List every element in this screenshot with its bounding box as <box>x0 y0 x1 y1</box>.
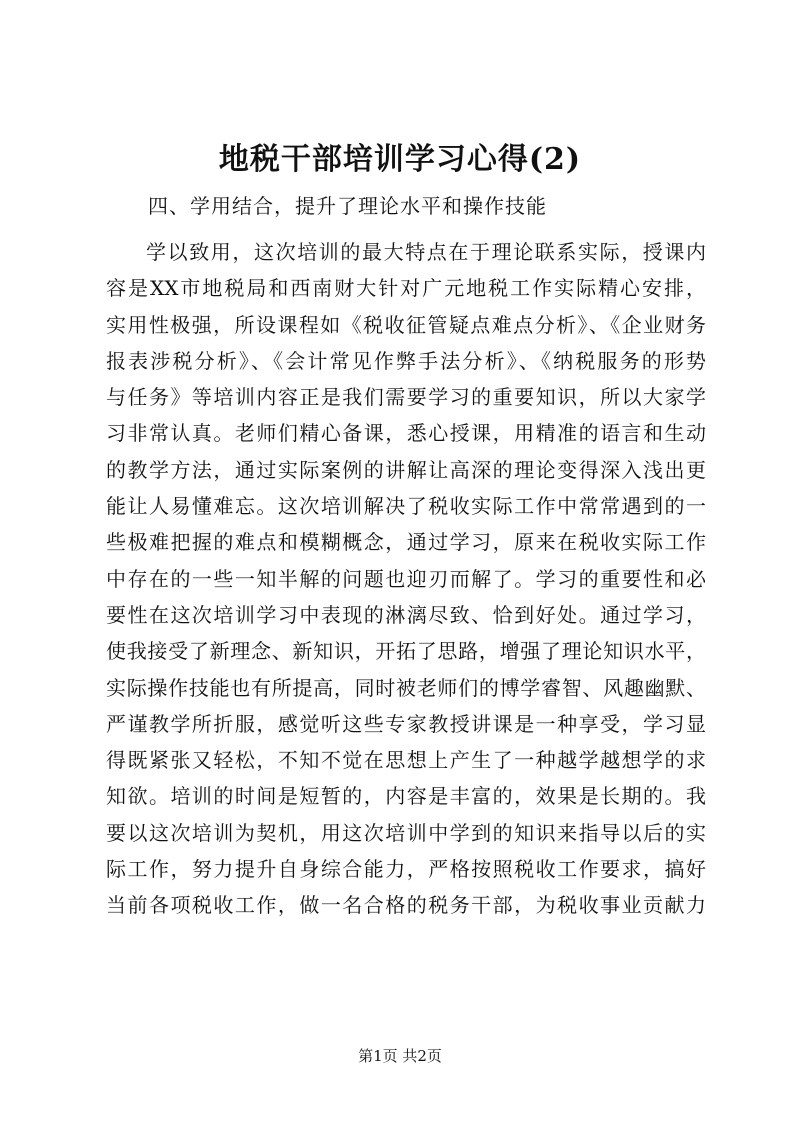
paragraph-line: 严谨教学所折服，感觉听这些专家教授讲课是一种享受，学习显 <box>106 711 706 736</box>
paragraph-line: 的教学方法，通过实际案例的讲解让高深的理论变得深入浅出更 <box>106 457 706 482</box>
paragraph-line: 习非常认真。老师们精心备课，悉心授课，用精准的语言和生动 <box>106 421 706 446</box>
paragraph-line: 得既紧张又轻松，不知不觉在思想上产生了一种越学越想学的求 <box>106 748 706 773</box>
paragraph-line: 当前各项税收工作，做一名合格的税务干部，为税收事业贡献力 <box>106 893 706 918</box>
paragraph-line: 知欲。培训的时间是短暂的，内容是丰富的，效果是长期的。我 <box>106 784 706 809</box>
paragraph-line: 中存在的一些一知半解的问题也迎刃而解了。学习的重要性和必 <box>106 566 706 591</box>
body-paragraph <box>106 234 706 924</box>
document-title: 地税干部培训学习心得(2) <box>218 142 582 177</box>
paragraph-line: 际工作，努力提升自身综合能力，严格按照税收工作要求，搞好 <box>106 857 706 882</box>
paragraph-line: 能让人易懂难忘。这次培训解决了税收实际工作中常常遇到的一 <box>106 494 706 519</box>
paragraph-line: 与任务》等培训内容正是我们需要学习的重要知识，所以大家学 <box>106 385 706 410</box>
paragraph-line: 要性在这次培训学习中表现的淋漓尽致、恰到好处。通过学习， <box>106 602 706 627</box>
paragraph-line: 实用性极强，所设课程如《税收征管疑点难点分析》、《企业财务 <box>106 312 706 337</box>
paragraph-line: 要以这次培训为契机，用这次培训中学到的知识来指导以后的实 <box>106 820 706 845</box>
paragraph-line: 些极难把握的难点和模糊概念，通过学习，原来在税收实际工作 <box>106 530 706 555</box>
paragraph-line: 使我接受了新理念、新知识，开拓了思路，增强了理论知识水平， <box>106 639 706 664</box>
page-footer: 第1页 共2页 <box>358 1047 442 1065</box>
section-heading: 四、学用结合，提升了理论水平和操作技能 <box>148 194 547 218</box>
paragraph-line: 实际操作技能也有所提高，同时被老师们的博学睿智、风趣幽默、 <box>106 675 706 700</box>
paragraph-line: 报表涉税分析》、《会计常见作弊手法分析》、《纳税服务的形势 <box>106 348 706 373</box>
paragraph-line: 容是XX市地税局和西南财大针对广元地税工作实际精心安排， <box>106 276 706 301</box>
paragraph-line: 学以致用，这次培训的最大特点在于理论联系实际，授课内 <box>146 240 706 264</box>
